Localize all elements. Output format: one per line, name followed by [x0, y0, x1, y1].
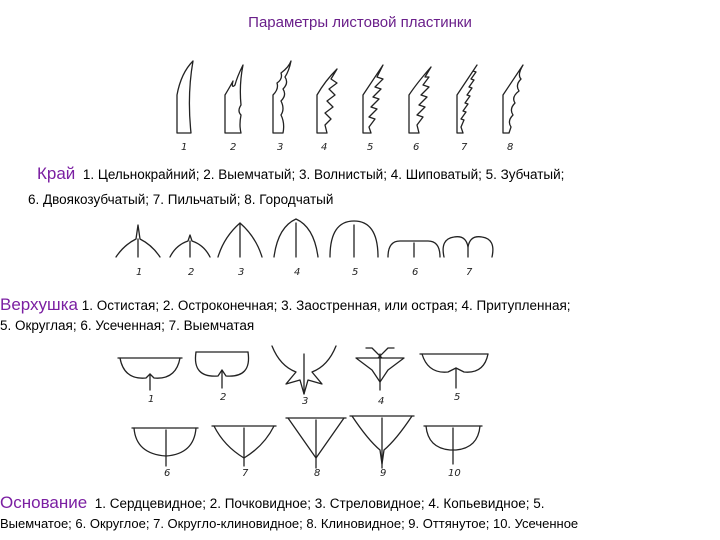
edge-number-1: 1 — [181, 142, 188, 153]
base-number-4: 4 — [378, 396, 385, 407]
edge-number-2: 2 — [230, 142, 237, 153]
base-text-1: 1. Сердцевидное; 2. Почковидное; 3. Стреловидное; 4. Копьевидное; 5. — [94, 496, 545, 511]
edge-number-5: 5 — [367, 142, 374, 153]
base-number-5: 5 — [454, 392, 461, 403]
edge-number-3: 3 — [277, 142, 284, 153]
base-types-figure-row-1 — [110, 340, 490, 410]
apex-number-2: 2 — [188, 267, 195, 278]
edge-number-7: 7 — [461, 142, 468, 153]
edge-figure-5 — [363, 65, 383, 133]
base-number-7: 7 — [242, 468, 249, 479]
apex-number-4: 4 — [294, 267, 301, 278]
edge-text-2: 6. Двоякозубчатый; 7. Пильчатый; 8. Городчатый — [28, 192, 334, 207]
edge-figure-6 — [409, 67, 431, 133]
apex-number-7: 7 — [466, 267, 473, 278]
edge-figure-2 — [225, 65, 243, 133]
base-types-figure-row-2 — [120, 410, 500, 480]
apex-term: Верхушка — [0, 295, 78, 314]
base-number-1: 1 — [148, 394, 155, 405]
apex-types-figure — [110, 215, 500, 285]
edge-figure-8 — [503, 65, 523, 133]
apex-text-2: 5. Округлая; 6. Усеченная; 7. Выемчатая — [0, 318, 255, 333]
page-title: Параметры листовой пластинки — [248, 14, 472, 31]
base-figure-6 — [134, 428, 196, 456]
edge-number-4: 4 — [321, 142, 328, 153]
base-term: Основание — [0, 493, 88, 512]
edge-types-figure — [165, 55, 545, 155]
edge-figure-1 — [177, 61, 193, 133]
base-figure-5 — [422, 354, 488, 372]
base-number-9: 9 — [380, 468, 387, 479]
edge-term: Край — [37, 164, 76, 183]
base-number-6: 6 — [164, 468, 171, 479]
base-number-2: 2 — [220, 392, 227, 403]
apex-number-5: 5 — [352, 267, 359, 278]
base-number-3: 3 — [302, 396, 309, 407]
base-number-8: 8 — [314, 468, 321, 479]
edge-figure-3 — [273, 61, 291, 133]
edge-number-6: 6 — [413, 142, 420, 153]
edge-text-1: 1. Цельнокрайний; 2. Выемчатый; 3. Волнистый; 4. Шиповатый; 5. Зубчатый; — [82, 167, 565, 182]
base-number-10: 10 — [448, 468, 461, 479]
apex-number-1: 1 — [136, 267, 143, 278]
edge-figure-7 — [457, 65, 477, 133]
edge-figure-4 — [317, 69, 337, 133]
base-text-2: Выемчатое; 6. Округлое; 7. Округло-клиновидное; 8. Клиновидное; 9. Оттянутое; 10. Усеченное — [0, 516, 579, 531]
edge-number-8: 8 — [507, 142, 514, 153]
apex-number-6: 6 — [412, 267, 419, 278]
apex-number-3: 3 — [238, 267, 245, 278]
apex-text-1: 1. Остистая; 2. Остроконечная; 3. Заостренная, или острая; 4. Притупленная; — [81, 298, 571, 313]
edge-line-1 — [37, 162, 564, 186]
